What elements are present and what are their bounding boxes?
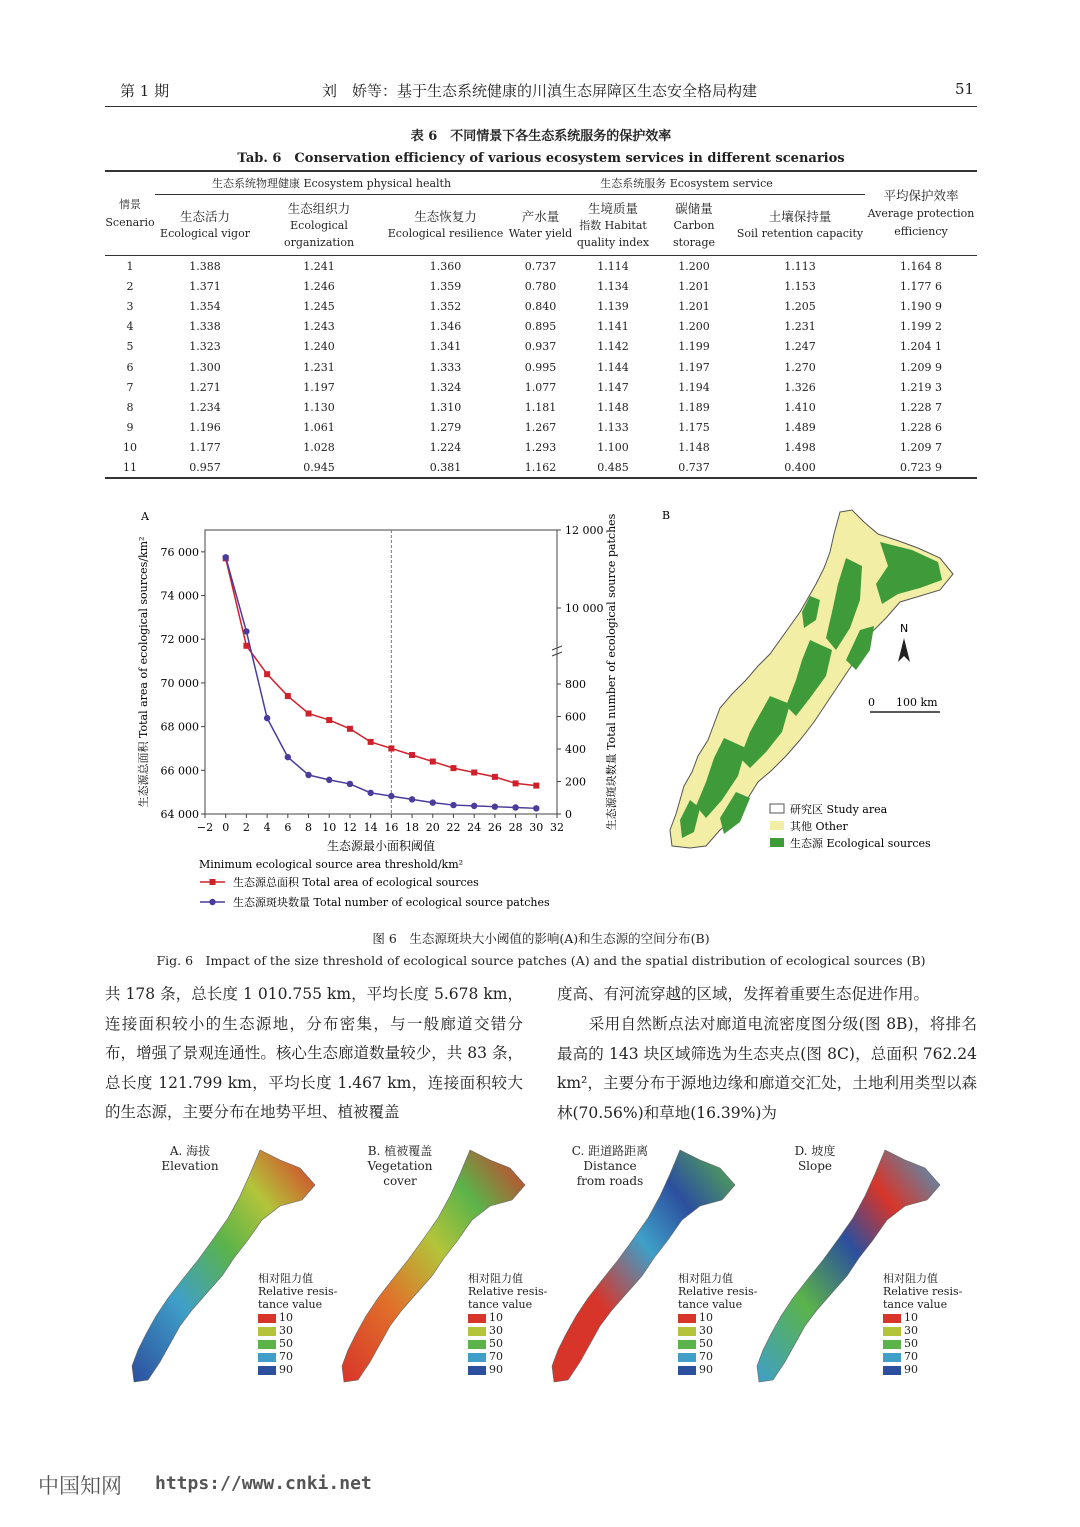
legend-patches-label: 生态源斑块数量 Total number of ecological source patches — [233, 896, 550, 909]
patches-point — [223, 554, 229, 560]
table-cell: 1.371 — [189, 279, 221, 293]
group-service: 生态系统服务 Ecosystem service — [508, 172, 865, 195]
table-row — [105, 357, 977, 377]
legend-entry: 50 — [468, 1337, 548, 1350]
page-number: 51 — [955, 80, 975, 98]
table-cell: 1.113 — [784, 259, 816, 273]
y-right-axis-label: 生态源斑块数量 Total number of ecological source patches — [605, 513, 618, 831]
panel-a-label: A — [141, 510, 149, 523]
table-cell: 1.177 6 — [900, 279, 942, 293]
table-cell: 1.204 1 — [900, 340, 942, 354]
y-right-tick-label: 200 — [565, 775, 586, 789]
legend-other-label: 其他 Other — [790, 820, 848, 833]
table-cell: 1.489 — [784, 421, 816, 435]
table-cell: 1.190 9 — [900, 299, 942, 313]
patches-point — [430, 799, 436, 805]
table-cell: 1.162 — [524, 461, 557, 475]
table-cell: 1.247 — [784, 340, 816, 354]
fig6-caption-cn: 图 6 生态源斑块大小阈值的影响(A)和生态源的空间分布(B) — [372, 931, 710, 946]
header-rule — [105, 106, 977, 107]
series-area-line — [226, 558, 537, 785]
table-cell: 1.199 2 — [900, 320, 942, 334]
x-tick-label: 12 — [342, 821, 357, 834]
legend-entry: 90 — [678, 1363, 758, 1376]
x-tick-label: 26 — [487, 821, 502, 834]
table-cell: 10 — [123, 441, 137, 455]
table-cell: 6 — [126, 360, 134, 374]
legend-entry: 70 — [468, 1350, 548, 1363]
table-cell: 0.485 — [597, 461, 629, 475]
area-point — [513, 780, 519, 786]
x-axis-label-en: Minimum ecological source area threshold/km² — [198, 858, 464, 871]
table-cell: 1.181 — [524, 400, 557, 414]
table-cell: 1.231 — [303, 360, 335, 374]
x-tick-label: 10 — [322, 821, 337, 834]
col-water-yield: 产水量 Water yield — [508, 209, 573, 240]
table-cell: 1.246 — [303, 279, 335, 293]
area-point — [430, 759, 436, 765]
table-cell: 0.381 — [429, 461, 462, 475]
table-row — [105, 317, 977, 337]
table-cell: 1.201 — [678, 279, 710, 293]
table-cell: 1.293 — [524, 441, 557, 455]
patches-point — [533, 805, 539, 811]
area-point — [326, 717, 332, 723]
x-tick-label: 22 — [446, 821, 461, 834]
legend-entry: 30 — [883, 1324, 963, 1337]
table-cell: 1.279 — [429, 421, 462, 435]
table-cell: 1.410 — [784, 400, 816, 414]
table-cell: 1.130 — [303, 400, 335, 414]
table-cell: 1.243 — [303, 320, 335, 334]
area-point — [450, 765, 456, 771]
table-cell: 1.201 — [678, 299, 710, 313]
body-text-left: 共 178 条，总长度 1 010.755 km，平均长度 5.678 km，连接面积较小的生态源地，分布密集，与一般廊道交错分布，增强了景观连通性。核心生态廊道数量较少，共 83 条，总长度 121.799 km，平均长度 1.467 km，连接面积较大的生态源，主要分布在地势平坦、植被覆盖 — [105, 985, 523, 1121]
patches-point — [305, 772, 311, 778]
patches-point — [243, 628, 249, 634]
table-cell: 1.324 — [429, 380, 462, 394]
table-cell: 1.164 8 — [900, 259, 942, 273]
col-resilience: 生态恢复力 Ecological resilience — [387, 209, 504, 240]
plot-frame — [205, 530, 557, 814]
table-cell: 0.957 — [189, 461, 221, 475]
table-cell: 7 — [126, 380, 134, 394]
area-point — [285, 693, 291, 699]
table-caption-en: Tab. 6 Conservation efficiency of various ecosystem services in different scenarios — [237, 151, 845, 166]
table-cell: 1.200 — [678, 259, 710, 273]
table-cell: 1.148 — [678, 441, 710, 455]
group-health: 生态系统物理健康 Ecosystem physical health — [155, 172, 508, 195]
x-tick-label: 24 — [467, 821, 482, 834]
col-habitat: 生境质量 指数 Habitat quality index — [576, 200, 650, 249]
legend-entry: 70 — [678, 1350, 758, 1363]
table-cell: 1.270 — [784, 360, 816, 374]
table-cell: 2 — [126, 279, 134, 293]
x-tick-label: 6 — [284, 821, 292, 834]
table-cell: 1.354 — [189, 299, 221, 313]
area-point — [409, 752, 415, 758]
x-tick-label: 16 — [384, 821, 399, 834]
legend-entry: 10 — [258, 1311, 338, 1324]
table-cell: 1.194 — [678, 380, 710, 394]
table-cell: 1.310 — [429, 400, 462, 414]
table-row — [105, 438, 977, 458]
table-cell: 1.114 — [597, 259, 629, 273]
table-row — [105, 296, 977, 316]
table-cell: 1.077 — [524, 380, 557, 394]
figure6-chart — [105, 500, 645, 920]
legend-entry: 90 — [258, 1363, 338, 1376]
legend-entry: 50 — [678, 1337, 758, 1350]
y-left-tick-label: 76 000 — [160, 545, 199, 559]
table-row — [105, 458, 977, 478]
table-cell: 9 — [126, 421, 134, 435]
table-cell: 1.231 — [784, 320, 816, 334]
table-cell: 1.175 — [678, 421, 710, 435]
table-cell: 1.359 — [429, 279, 462, 293]
table-cell: 1.148 — [597, 400, 629, 414]
patches-point — [347, 781, 353, 787]
y-right-tick-label: 0 — [565, 808, 572, 821]
table-cell: 8 — [126, 400, 134, 414]
table-cell: 0.945 — [303, 461, 335, 475]
area-point — [492, 774, 498, 780]
table-cell: 1.200 — [678, 320, 710, 334]
table-cell: 1.338 — [189, 320, 221, 334]
x-tick-label: 30 — [529, 821, 544, 834]
fig6-caption-en: Fig. 6 Impact of the size threshold of ecological source patches (A) and the spatial distribution of ecological sources (B) — [156, 953, 926, 968]
table-cell: 1.134 — [597, 279, 629, 293]
table-cell: 0.400 — [784, 461, 816, 475]
legend-entry: 70 — [258, 1350, 338, 1363]
area-point — [243, 643, 249, 649]
table-caption-cn: 表 6 不同情景下各生态系统服务的保护效率 — [410, 129, 672, 144]
table-row — [105, 418, 977, 438]
table-cell: 1.326 — [784, 380, 816, 394]
col-scenario: 情景 Scenario — [105, 172, 155, 256]
col-average: 平均保护效率 Average protection efficiency — [865, 172, 977, 256]
x-tick-label: −2 — [196, 821, 214, 834]
table-cell: 0.840 — [524, 299, 557, 313]
y-right-tick-label: 12 000 — [565, 524, 604, 537]
resistance-panel — [340, 1140, 548, 1390]
x-tick-label: 2 — [242, 821, 250, 834]
table-cell: 0.937 — [524, 340, 557, 354]
table-cell: 1 — [126, 259, 134, 273]
y-right-tick-label: 800 — [565, 678, 586, 691]
table-cell: 5 — [126, 340, 134, 354]
legend-entry: 90 — [883, 1363, 963, 1376]
y-left-tick-label: 68 000 — [160, 720, 199, 734]
cnki-url[interactable]: https://www.cnki.net — [155, 1473, 372, 1494]
x-tick-label: 0 — [222, 821, 230, 834]
col-vigor: 生态活力 Ecological vigor — [160, 209, 250, 240]
table-cell: 3 — [126, 299, 134, 313]
patches-point — [492, 803, 498, 809]
table-cell: 1.346 — [429, 320, 462, 334]
legend-patches-marker — [209, 899, 215, 905]
patches-point — [367, 790, 373, 796]
legend-sources-label: 生态源 Ecological sources — [790, 837, 931, 850]
y-left-tick-label: 72 000 — [160, 633, 199, 647]
resistance-panel — [550, 1140, 758, 1390]
figure6-map — [650, 500, 980, 860]
table-cell: 1.209 9 — [900, 360, 942, 374]
series-patches-line — [226, 557, 537, 808]
y-right-tick-label: 400 — [565, 743, 586, 756]
table-cell: 0.995 — [524, 360, 557, 374]
table-cell: 1.228 6 — [900, 421, 942, 435]
panel-title: C. 距道路距离 Distance from roads — [571, 1144, 649, 1188]
table-cell: 1.139 — [597, 299, 629, 313]
table-cell: 0.780 — [524, 279, 557, 293]
north-arrow-icon — [898, 638, 910, 662]
table-row — [105, 276, 977, 296]
area-point — [306, 711, 312, 717]
resistance-legend: 相对阻力值 Relative resis- tance value 10 30 50 70 90 — [883, 1272, 963, 1376]
y-left-tick-label: 64 000 — [160, 808, 199, 821]
legend-area-marker — [210, 879, 216, 885]
body-text-right-2: 采用自然断点法对廊道电流密度图分级(图 8B)，将排名最高的 143 块区域筛选为生态夹点(图 8C)，总面积 762.24 km²，主要分布于源地边缘和廊道交汇处，土地利用类型以森林(70.56%)和草地(16.39%)为 — [557, 1015, 977, 1122]
panel-title: A. 海拔 Elevation — [161, 1144, 219, 1173]
y-right-tick-label: 10 000 — [565, 602, 604, 615]
table-cell: 1.100 — [597, 441, 629, 455]
x-tick-label: 18 — [405, 821, 420, 834]
table-cell: 1.224 — [429, 441, 462, 455]
resistance-legend: 相对阻力值 Relative resis- tance value 10 30 50 70 90 — [258, 1272, 338, 1376]
area-point — [533, 783, 539, 789]
x-tick-label: 4 — [263, 821, 271, 834]
table-cell: 1.061 — [303, 421, 335, 435]
legend-entry: 70 — [883, 1350, 963, 1363]
area-point — [264, 671, 270, 677]
area-point — [347, 726, 353, 732]
patches-point — [512, 804, 518, 810]
table-cell: 1.205 — [784, 299, 816, 313]
body-text-right-1: 度高、有河流穿越的区域，发挥着重要生态促进作用。 — [557, 985, 930, 1003]
table-row — [105, 337, 977, 357]
running-title: 刘 娇等：基于生态系统健康的川滇生态屏障区生态安全格局构建 — [322, 82, 758, 100]
table-cell: 1.197 — [303, 380, 335, 394]
legend-entry: 50 — [258, 1337, 338, 1350]
table-cell: 0.723 9 — [900, 461, 942, 475]
patches-point — [471, 803, 477, 809]
y-right-tick-label: 600 — [565, 710, 586, 724]
y-left-tick-label: 66 000 — [160, 764, 199, 778]
table-cell: 1.267 — [524, 421, 557, 435]
table-cell: 1.323 — [189, 340, 221, 354]
table-cell: 1.147 — [597, 380, 629, 394]
patches-point — [409, 796, 415, 802]
legend-area-label: 生态源总面积 Total area of ecological sources — [233, 876, 479, 889]
table-cell: 1.241 — [303, 259, 335, 273]
legend-entry: 30 — [678, 1324, 758, 1337]
area-point — [388, 745, 394, 751]
patches-point — [264, 715, 270, 721]
issue-number: 第 1 期 — [120, 82, 170, 100]
table-cell: 1.228 7 — [900, 400, 942, 414]
col-organization: 生态组织力 Ecological organization — [283, 200, 355, 249]
table-bottom-rule — [105, 477, 977, 479]
area-point — [471, 769, 477, 775]
table-cell: 1.234 — [189, 400, 221, 414]
col-carbon: 碳储量 Carbon storage — [672, 200, 716, 249]
legend-entry: 10 — [468, 1311, 548, 1324]
north-label: N — [900, 622, 909, 635]
x-tick-label: 32 — [550, 821, 564, 834]
legend-other-swatch — [770, 821, 784, 830]
x-tick-label: 20 — [425, 821, 440, 834]
scale-km: 100 km — [896, 696, 938, 709]
patches-point — [388, 793, 394, 799]
table-cell: 1.240 — [303, 340, 335, 354]
legend-entry: 10 — [883, 1311, 963, 1324]
table-cell: 1.196 — [189, 421, 221, 435]
table-cell: 0.737 — [524, 259, 557, 273]
x-tick-label: 28 — [508, 821, 523, 834]
table-cell: 1.142 — [597, 340, 629, 354]
table-cell: 1.177 — [189, 441, 221, 455]
table-cell: 1.352 — [429, 299, 462, 313]
table-cell: 1.498 — [784, 441, 816, 455]
resistance-panel — [755, 1140, 963, 1390]
table-cell: 1.333 — [429, 360, 462, 374]
panel-title: D. 坡度 Slope — [794, 1144, 836, 1173]
table-cell: 1.153 — [784, 279, 816, 293]
table-cell: 11 — [123, 461, 137, 475]
scale-zero: 0 — [868, 696, 875, 709]
table-cell: 1.144 — [597, 360, 629, 374]
table-cell: 1.133 — [597, 421, 629, 435]
table-cell: 1.300 — [189, 360, 221, 374]
panel-title: B. 植被覆盖 Vegetation cover — [367, 1144, 433, 1188]
table-cell: 1.028 — [303, 441, 335, 455]
resistance-legend: 相对阻力值 Relative resis- tance value 10 30 50 70 90 — [468, 1272, 548, 1376]
table-cell: 1.341 — [429, 340, 462, 354]
y-left-tick-label: 70 000 — [160, 676, 199, 690]
area-point — [368, 739, 374, 745]
legend-entry: 90 — [468, 1363, 548, 1376]
table-cell: 1.245 — [303, 299, 335, 313]
table-row — [105, 256, 977, 277]
legend-entry: 50 — [883, 1337, 963, 1350]
table-row — [105, 397, 977, 417]
legend-entry: 30 — [468, 1324, 548, 1337]
legend-entry: 10 — [678, 1311, 758, 1324]
table-6 — [105, 172, 977, 478]
y-left-tick-label: 74 000 — [160, 589, 199, 603]
ecological-sources-pattern — [680, 542, 942, 838]
col-soil: 土壤保持量 Soil retention capacity — [736, 209, 864, 240]
table-cell: 1.219 3 — [900, 380, 942, 394]
x-axis-label-cn: 生态源最小面积阈值 — [326, 839, 436, 853]
x-tick-label: 14 — [363, 821, 378, 834]
panel-b-label: B — [662, 509, 671, 522]
patches-point — [326, 777, 332, 783]
patches-point — [450, 802, 456, 808]
table-cell: 1.360 — [429, 259, 462, 273]
table-row — [105, 377, 977, 397]
table-cell: 1.388 — [189, 259, 221, 273]
legend-study-swatch — [770, 804, 784, 813]
table-cell: 4 — [126, 320, 134, 334]
x-tick-label: 8 — [305, 821, 313, 834]
table-cell: 1.271 — [189, 380, 221, 394]
cnki-logo: 中国知网 — [38, 1474, 122, 1498]
table-cell: 0.737 — [678, 461, 710, 475]
table-cell: 1.209 7 — [900, 441, 942, 455]
patches-point — [285, 754, 291, 760]
table-cell: 0.895 — [524, 320, 557, 334]
legend-sources-swatch — [770, 838, 784, 847]
table-cell: 1.197 — [678, 360, 710, 374]
legend-study-label: 研究区 Study area — [790, 803, 888, 816]
y-left-axis-label: 生态源总面积 Total area of ecological sources/km² — [137, 536, 150, 808]
resistance-legend: 相对阻力值 Relative resis- tance value 10 30 50 70 90 — [678, 1272, 758, 1376]
table-cell: 1.189 — [678, 400, 710, 414]
resistance-panel — [130, 1140, 338, 1390]
table-cell: 1.199 — [678, 340, 710, 354]
legend-entry: 30 — [258, 1324, 338, 1337]
table-cell: 1.141 — [597, 320, 629, 334]
